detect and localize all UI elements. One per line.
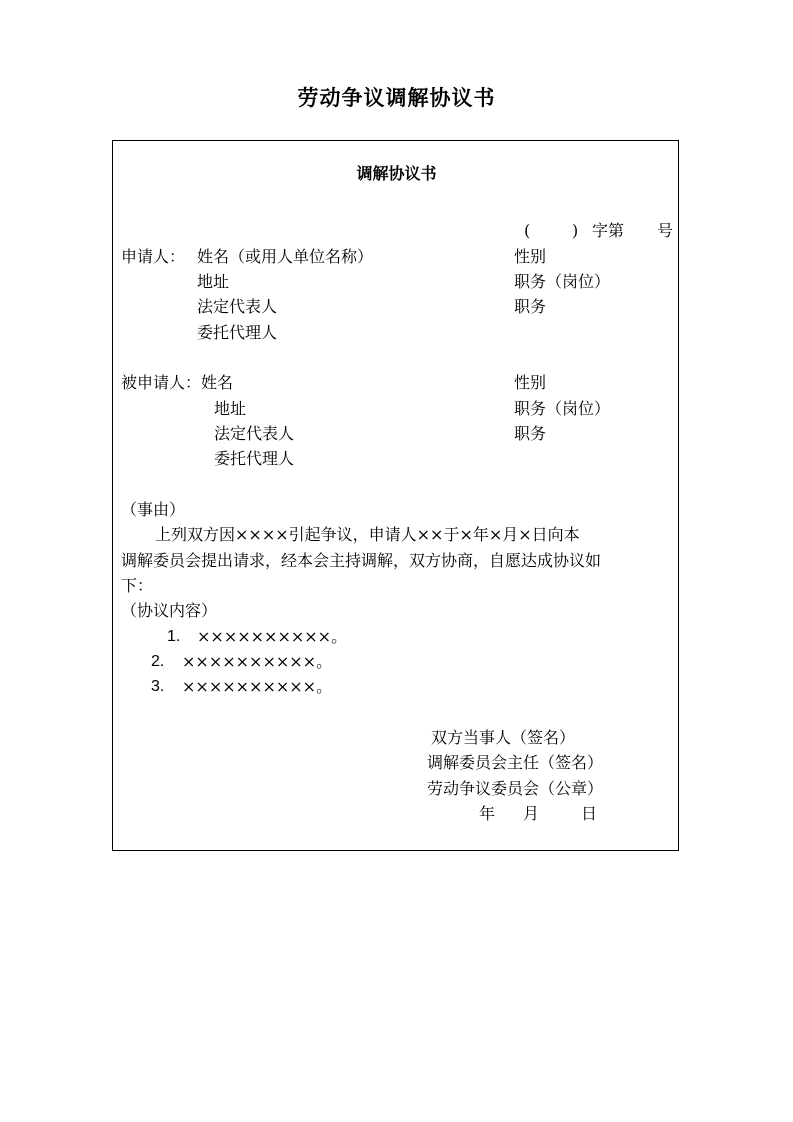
respondent-duty-label: 职务 (514, 424, 547, 443)
cause-line-1: 上列双方因××××引起争议，申请人××于×年×月×日向本 (155, 525, 580, 544)
signature-chair: 调解委员会主任（签名） (427, 753, 604, 772)
respondent-position-label: 职务（岗位） (514, 399, 611, 418)
date-day-label: 日 (581, 804, 598, 823)
applicant-gender-label: 性别 (514, 247, 547, 266)
date-year-label: 年 (479, 804, 496, 823)
agreement-item-number: 1. (167, 628, 181, 645)
applicant-label: 申请人： (121, 247, 186, 266)
cause-line-2: 调解委员会提出请求，经本会主持调解，双方协商，自愿达成协议如 (121, 551, 602, 570)
applicant-name-label: 姓名（或用人单位名称） (197, 247, 374, 266)
case-number-hao: 号 (657, 221, 674, 240)
case-number-zi: 字第 (592, 221, 625, 240)
agreement-item-text: ××××××××××。 (182, 677, 333, 696)
applicant-duty-label: 职务 (514, 297, 547, 316)
respondent-legal-rep-label: 法定代表人 (214, 424, 295, 443)
agreement-item-number: 3. (151, 678, 165, 695)
applicant-legal-rep-label: 法定代表人 (197, 297, 278, 316)
date-month-label: 月 (523, 804, 540, 823)
respondent-label: 被申请人： (121, 373, 202, 392)
agreement-item-number: 2. (151, 653, 165, 670)
respondent-name-label: 姓名 (201, 373, 234, 392)
applicant-position-label: 职务（岗位） (514, 272, 611, 291)
inner-title: 调解协议书 (356, 164, 437, 183)
respondent-agent-label: 委托代理人 (214, 449, 295, 468)
cause-line-3: 下： (121, 576, 154, 595)
applicant-address-label: 地址 (197, 272, 230, 291)
case-number-close-paren: ) (572, 221, 579, 240)
signature-parties: 双方当事人（签名） (431, 728, 576, 747)
case-number-open-paren: ( (524, 221, 531, 240)
signature-committee: 劳动争议委员会（公章） (427, 779, 604, 798)
cause-heading: （事由） (121, 500, 186, 519)
document-title: 劳动争议调解协议书 (297, 86, 496, 110)
respondent-gender-label: 性别 (514, 373, 547, 392)
agreement-heading: （协议内容） (121, 601, 218, 620)
agreement-item-text: ××××××××××。 (197, 627, 348, 646)
agreement-item-text: ××××××××××。 (182, 652, 333, 671)
applicant-agent-label: 委托代理人 (197, 323, 278, 342)
respondent-address-label: 地址 (214, 399, 247, 418)
